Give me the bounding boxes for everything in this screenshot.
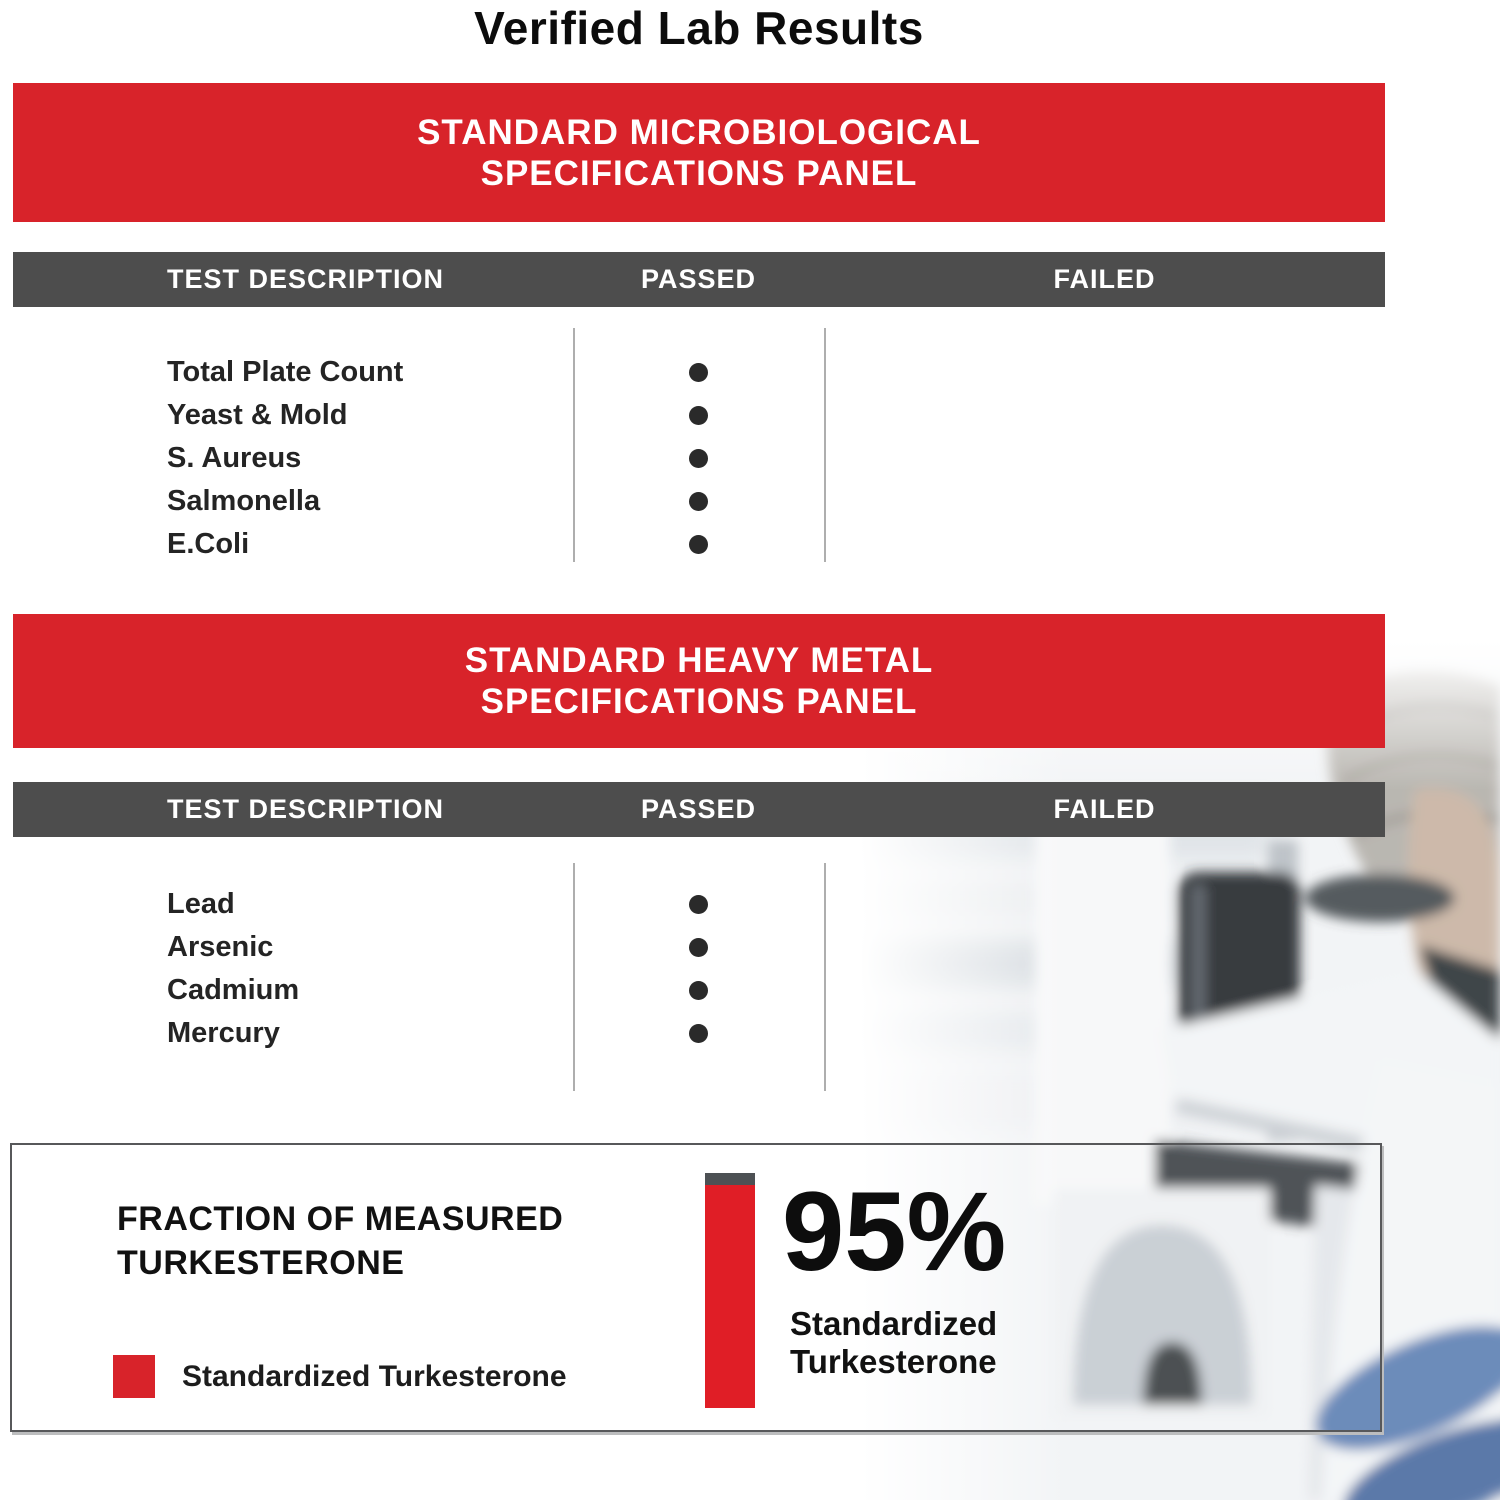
metal-table-body (13, 883, 1385, 1055)
failed-cell (824, 480, 1385, 523)
passed-cell (573, 394, 824, 437)
table-row (13, 1012, 1385, 1055)
column-passed: PASSED (640, 264, 757, 294)
passed-cell (573, 351, 824, 394)
failed-cell (824, 1012, 1385, 1055)
passed-cell (573, 437, 824, 480)
passed-dot (689, 449, 708, 468)
test-name: Yeast & Mold (167, 399, 348, 431)
column-failed: FAILED (1053, 264, 1156, 294)
passed-dot (689, 1024, 708, 1043)
table-row (13, 351, 1385, 394)
test-name: Total Plate Count (167, 356, 404, 388)
metal-panel-banner (13, 614, 1385, 748)
failed-cell (824, 351, 1385, 394)
legend-label: Standardized Turkesterone (182, 1359, 567, 1393)
passed-cell (573, 926, 824, 969)
failed-cell (824, 523, 1385, 566)
legend-swatch (113, 1355, 155, 1398)
failed-cell (824, 883, 1385, 926)
test-name: Mercury (167, 1017, 280, 1049)
table-row (13, 883, 1385, 926)
fraction-caption-line1: Standardized (790, 1305, 998, 1342)
passed-dot (689, 535, 708, 554)
metal-banner-line2: SPECIFICATIONS PANEL (480, 682, 918, 721)
passed-dot (689, 981, 708, 1000)
test-name: S. Aureus (167, 442, 302, 474)
table-row (13, 926, 1385, 969)
micro-banner-line1: STANDARD MICROBIOLOGICAL (417, 112, 981, 152)
failed-cell (824, 969, 1385, 1012)
table-row (13, 969, 1385, 1012)
micro-banner-line2: SPECIFICATIONS PANEL (480, 153, 918, 193)
fraction-value: 95% (782, 1169, 1007, 1294)
micro-panel-banner (13, 83, 1385, 222)
fraction-caption-line2: Turkesterone (790, 1343, 997, 1380)
column-test-description: TEST DESCRIPTION (167, 264, 445, 294)
fraction-value-caption (790, 1305, 997, 1381)
fraction-panel (10, 1143, 1382, 1432)
passed-dot (689, 938, 708, 957)
fraction-heading-line1: FRACTION OF MEASURED (117, 1200, 564, 1238)
passed-dot (689, 492, 708, 511)
turkesterone-bar-remainder (705, 1173, 755, 1185)
table-row (13, 437, 1385, 480)
passed-dot (689, 406, 708, 425)
column-passed: PASSED (640, 794, 757, 824)
fraction-heading (117, 1197, 563, 1285)
column-test-description: TEST DESCRIPTION (167, 794, 445, 824)
table-row (13, 480, 1385, 523)
passed-dot (689, 895, 708, 914)
table-row (13, 394, 1385, 437)
test-name: Salmonella (167, 485, 321, 517)
table-row (13, 523, 1385, 566)
fraction-heading-line2: TURKESTERONE (117, 1244, 405, 1282)
failed-cell (824, 394, 1385, 437)
failed-cell (824, 437, 1385, 480)
turkesterone-bar (705, 1173, 755, 1408)
passed-cell (573, 883, 824, 926)
passed-cell (573, 1012, 824, 1055)
passed-cell (573, 523, 824, 566)
failed-cell (824, 926, 1385, 969)
column-failed: FAILED (1053, 794, 1156, 824)
metal-table-header (13, 782, 1385, 837)
chart-legend (113, 1355, 567, 1398)
metal-banner-line1: STANDARD HEAVY METAL (464, 641, 934, 680)
test-name: Arsenic (167, 931, 274, 963)
passed-dot (689, 363, 708, 382)
passed-cell (573, 969, 824, 1012)
test-name: E.Coli (167, 528, 250, 560)
test-name: Lead (167, 888, 235, 920)
passed-cell (573, 480, 824, 523)
turkesterone-bar-fill (705, 1185, 755, 1408)
micro-table-body (13, 351, 1385, 566)
page-title: Verified Lab Results (474, 2, 924, 54)
test-name: Cadmium (167, 974, 300, 1006)
micro-table-header (13, 252, 1385, 307)
